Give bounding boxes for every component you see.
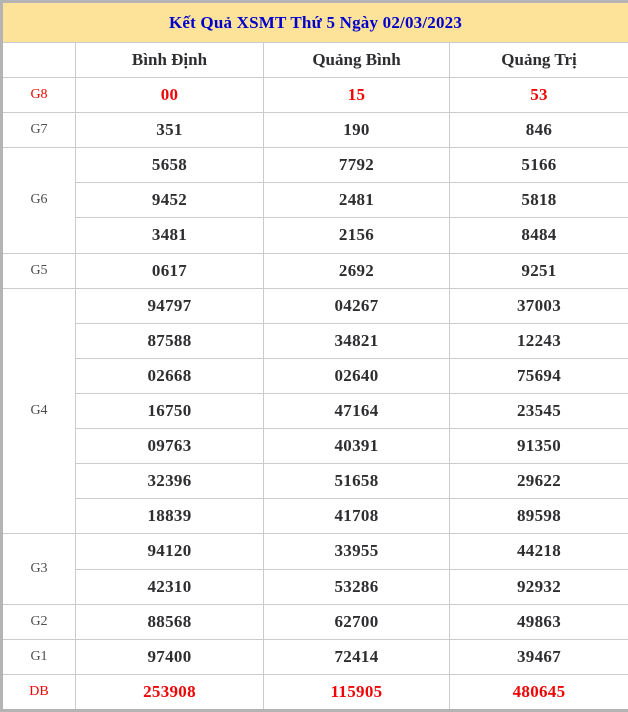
result-cell: 23545 (450, 393, 628, 428)
prize-label-g7: G7 (2, 113, 76, 148)
result-cell: 44218 (450, 534, 628, 569)
result-cell: 89598 (450, 499, 628, 534)
result-cell: 04267 (264, 288, 450, 323)
prize-label-g5: G5 (2, 253, 76, 288)
result-cell: 34821 (264, 323, 450, 358)
result-cell: 53 (450, 78, 628, 113)
result-cell: 0617 (76, 253, 264, 288)
result-cell: 87588 (76, 323, 264, 358)
page-title: Kết Quả XSMT Thứ 5 Ngày 02/03/2023 (2, 2, 628, 43)
column-header-binh-dinh: Bình Định (76, 43, 264, 78)
result-cell: 92932 (450, 569, 628, 604)
prize-label-g1: G1 (2, 639, 76, 674)
result-cell: 94120 (76, 534, 264, 569)
table-row (2, 464, 628, 499)
result-cell: 72414 (264, 639, 450, 674)
result-cell: 7792 (264, 148, 450, 183)
table-row (2, 569, 628, 604)
result-cell: 02640 (264, 358, 450, 393)
result-cell: 33955 (264, 534, 450, 569)
table-row (2, 674, 628, 710)
results-body (2, 78, 628, 711)
table-row (2, 358, 628, 393)
table-row (2, 534, 628, 569)
result-cell: 5166 (450, 148, 628, 183)
result-cell: 42310 (76, 569, 264, 604)
result-cell: 40391 (264, 429, 450, 464)
result-cell: 75694 (450, 358, 628, 393)
result-cell: 18839 (76, 499, 264, 534)
result-cell: 94797 (76, 288, 264, 323)
result-cell: 97400 (76, 639, 264, 674)
title-row (2, 2, 628, 43)
column-header-quang-tri: Quảng Trị (450, 43, 628, 78)
table-row (2, 393, 628, 428)
result-cell: 91350 (450, 429, 628, 464)
corner-cell (2, 43, 76, 78)
table-row (2, 253, 628, 288)
column-header-quang-binh: Quảng Bình (264, 43, 450, 78)
table-row (2, 113, 628, 148)
prize-label-g3: G3 (2, 534, 76, 604)
result-cell: 2692 (264, 253, 450, 288)
result-cell: 37003 (450, 288, 628, 323)
table-row (2, 218, 628, 253)
result-cell: 190 (264, 113, 450, 148)
table-row (2, 499, 628, 534)
result-cell: 9251 (450, 253, 628, 288)
table-row (2, 78, 628, 113)
table-row (2, 183, 628, 218)
prize-label-g6: G6 (2, 148, 76, 253)
result-cell: 15 (264, 78, 450, 113)
prize-label-g2: G2 (2, 604, 76, 639)
prize-label-g8: G8 (2, 78, 76, 113)
result-cell: 115905 (264, 674, 450, 710)
result-cell: 62700 (264, 604, 450, 639)
result-cell: 12243 (450, 323, 628, 358)
result-cell: 9452 (76, 183, 264, 218)
result-cell: 39467 (450, 639, 628, 674)
table-row (2, 323, 628, 358)
table-row (2, 604, 628, 639)
result-cell: 51658 (264, 464, 450, 499)
result-cell: 16750 (76, 393, 264, 428)
result-cell: 2481 (264, 183, 450, 218)
result-cell: 47164 (264, 393, 450, 428)
result-cell: 53286 (264, 569, 450, 604)
result-cell: 29622 (450, 464, 628, 499)
result-cell: 480645 (450, 674, 628, 710)
result-cell: 5818 (450, 183, 628, 218)
table-row (2, 288, 628, 323)
table-row (2, 639, 628, 674)
result-cell: 846 (450, 113, 628, 148)
prize-label-g4: G4 (2, 288, 76, 534)
result-cell: 8484 (450, 218, 628, 253)
result-cell: 02668 (76, 358, 264, 393)
table-row (2, 148, 628, 183)
result-cell: 32396 (76, 464, 264, 499)
result-cell: 88568 (76, 604, 264, 639)
province-header-row (2, 43, 628, 78)
result-cell: 351 (76, 113, 264, 148)
result-cell: 253908 (76, 674, 264, 710)
result-cell: 2156 (264, 218, 450, 253)
result-cell: 41708 (264, 499, 450, 534)
result-cell: 3481 (76, 218, 264, 253)
result-cell: 5658 (76, 148, 264, 183)
result-cell: 09763 (76, 429, 264, 464)
result-cell: 00 (76, 78, 264, 113)
result-cell: 49863 (450, 604, 628, 639)
prize-label-db: DB (2, 674, 76, 710)
table-row (2, 429, 628, 464)
